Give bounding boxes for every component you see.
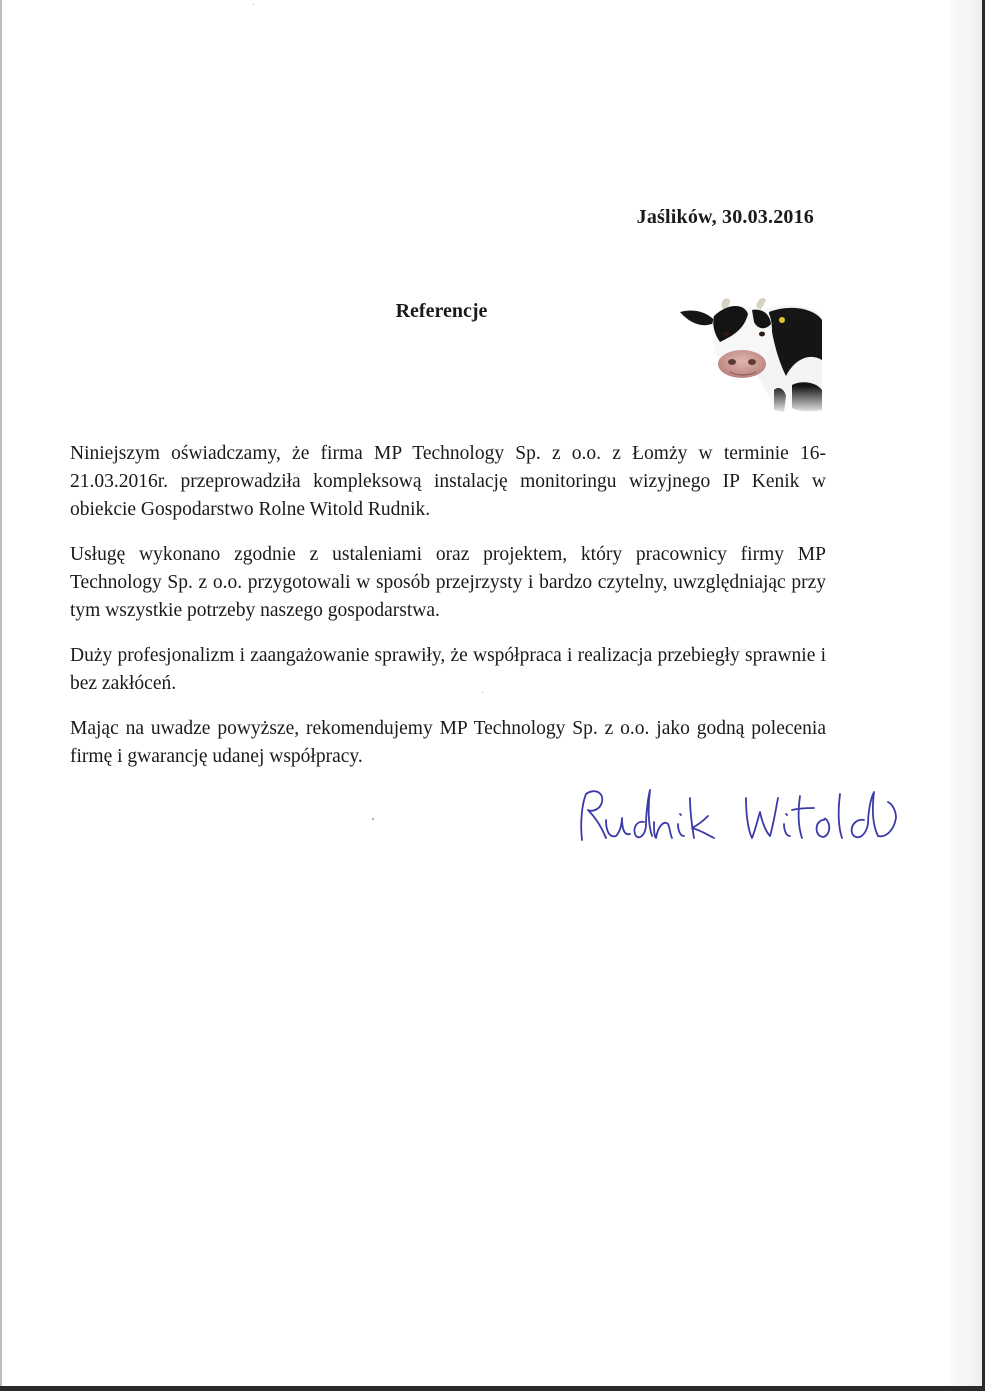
scan-speck	[372, 818, 374, 820]
scan-speck	[482, 692, 483, 693]
place-date: Jaślików, 30.03.2016	[636, 206, 814, 228]
scan-edge-left	[0, 0, 2, 1391]
letter-body	[70, 440, 826, 788]
paragraph-3: Duży profesjonalizm i zaangażowanie sprawiły, że współpraca i realizacja przebiegły sprawnie i bez zakłóceń.	[70, 645, 826, 694]
paragraph-4: Mając na uwadze powyższe, rekomendujemy MP Technology Sp. z o.o. jako godną polecenia firmę i gwarancję udanej współpracy.	[70, 718, 826, 767]
paragraph-2: Usługę wykonano zgodnie z ustaleniami oraz projektem, który pracownicy firmy MP Technology Sp. z o.o. przygotowali w sposób przejrzysty i bardzo czytelny, uwzględniając przy tym wszystkie potrzeby naszego gospodarstwa.	[70, 544, 826, 621]
paragraph-1: Niniejszym oświadczamy, że firma MP Technology Sp. z o.o. z Łomży w terminie 16-21.03.2016r. przeprowadziła kompleksową instalację monitoringu wizyjnego IP Kenik w obiekcie Gospodarstwo Rolne Witold Rudnik.	[70, 443, 826, 520]
letter-title: Referencje	[395, 300, 488, 322]
handwritten-signature	[574, 778, 914, 858]
scan-edge-right-shade	[949, 0, 985, 1391]
scan-speck	[253, 4, 254, 5]
scan-edge-bottom	[0, 1386, 985, 1391]
cow-icon	[674, 290, 824, 415]
